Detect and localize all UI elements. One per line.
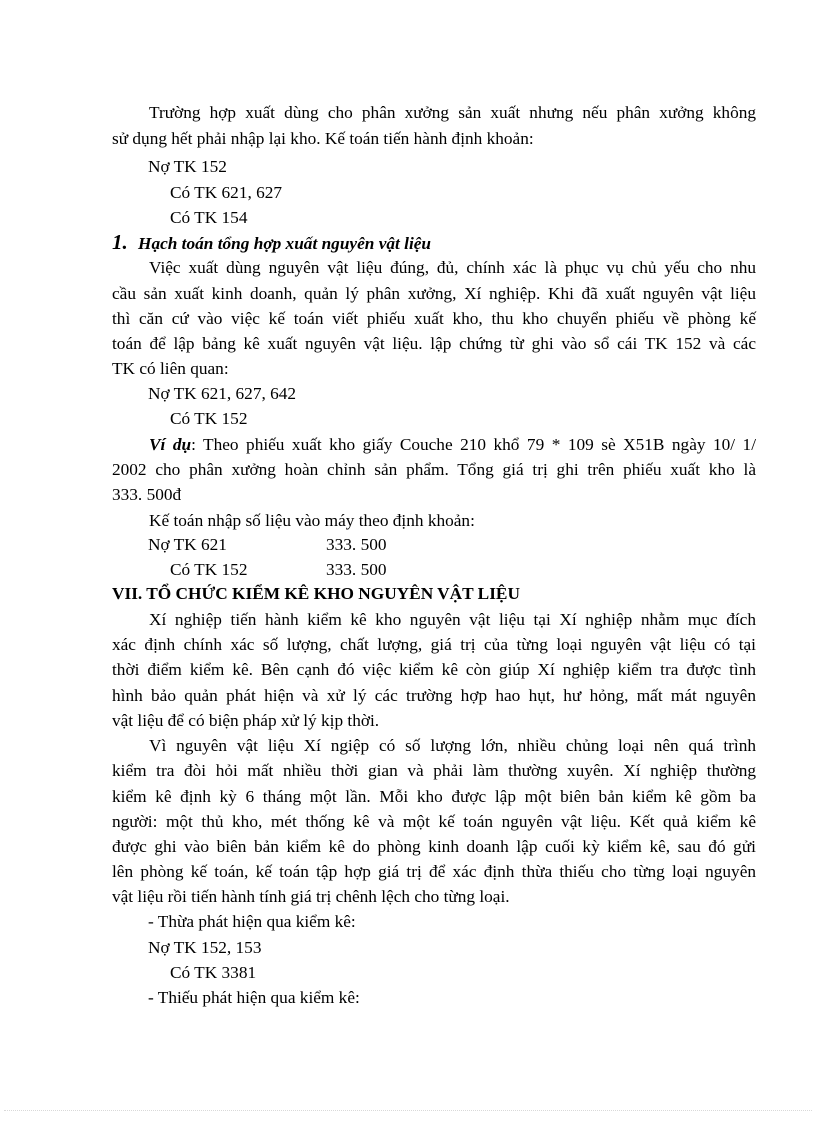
- entry1-credit-2: Có TK 154: [170, 208, 248, 227]
- inventory-line-3: thời điểm kiểm kê. Bên cạnh đó việc kiểm kê còn giúp Xí nghiệp kiểm tra được tình: [112, 660, 756, 679]
- example-line-3: 333. 500đ: [112, 485, 182, 504]
- entry1-credit-1: Có TK 621, 627: [170, 183, 283, 202]
- example-line-1: [149, 433, 756, 457]
- export-line-1: Việc xuất dùng nguyên vật liệu đúng, đủ, chính xác là phục vụ chủ yếu cho nhu: [149, 258, 756, 277]
- intro-line-1: Trường hợp xuất dùng cho phân xưởng sản xuất nhưng nếu phân xưởng không: [149, 103, 756, 122]
- surplus-label: - Thừa phát hiện qua kiểm kê:: [148, 912, 356, 931]
- surplus-debit: Nợ TK 152, 153: [148, 938, 262, 957]
- surplus-credit: Có TK 3381: [170, 963, 257, 982]
- section-number: 1.: [112, 230, 128, 254]
- shortage-label: - Thiếu phát hiện qua kiểm kê:: [148, 988, 360, 1007]
- section-title: Hạch toán tổng hợp xuất nguyên vật liệu: [138, 234, 432, 253]
- periodic-line-6: lên phòng kế toán, kế toán tập hợp giá trị để xác định thừa thiếu cho từng loại nguyên: [112, 862, 756, 881]
- entry3-debit-amount: 333. 500: [326, 535, 387, 554]
- inventory-line-1: Xí nghiệp tiến hành kiểm kê kho nguyên vật liệu tại Xí nghiệp nhằm mục đích: [149, 610, 756, 629]
- export-line-4: toán để lập bảng kê xuất nguyên vật liệu. lập chứng từ ghi vào sổ cái TK 152 và các: [112, 334, 756, 353]
- inventory-line-2: xác định chính xác số lượng, chất lượng, giá trị của từng loại nguyên vật liệu có tại: [112, 635, 756, 654]
- example-text: : Theo phiếu xuất kho giấy Couche 210 khổ 79 * 109 sè X51B ngày 10/ 1/: [191, 435, 757, 454]
- section-heading-1: [112, 230, 431, 256]
- intro-line-2: sử dụng hết phải nhập lại kho. Kế toán tiến hành định khoản:: [112, 129, 534, 148]
- periodic-line-4: người: một thủ kho, mét thống kê và một kế toán nguyên vật liệu. Kết quả kiểm kê: [112, 812, 756, 831]
- inventory-line-4: hình bảo quản phát hiện và xử lý các trường hợp hao hụt, hư hỏng, mất mát nguyên: [112, 686, 756, 705]
- entry3-credit-row: [170, 558, 470, 582]
- example-line-4: Kế toán nhập số liệu vào máy theo định khoản:: [149, 511, 475, 530]
- section-heading-vii: VII. TỔ CHỨC KIỂM KÊ KHO NGUYÊN VẬT LIỆU: [112, 584, 520, 603]
- periodic-line-3: kiểm kê định kỳ 6 tháng một lần. Mỗi kho được lập một biên bản kiểm kê gồm ba: [112, 787, 756, 806]
- entry3-debit: Nợ TK 621: [148, 535, 227, 554]
- entry3-credit: Có TK 152: [170, 560, 248, 579]
- entry3-credit-amount: 333. 500: [326, 560, 387, 579]
- entry2-credit: Có TK 152: [170, 409, 248, 428]
- page-bottom-divider: [4, 1110, 812, 1111]
- example-label: Ví dụ: [149, 435, 192, 454]
- example-line-2: 2002 cho phân xưởng hoàn chỉnh sản phẩm. Tổng giá trị ghi trên phiếu xuất kho là: [112, 460, 756, 479]
- export-line-2: cầu sản xuất kinh doanh, quản lý phân xưởng, Xí nghiệp. Khi đã xuất nguyên vật liệu: [112, 284, 756, 303]
- export-line-5: TK có liên quan:: [112, 359, 229, 378]
- periodic-line-5: được ghi vào biên bản kiểm kê do phòng kinh doanh lập cuối kỳ kiểm kê, sau đó gửi: [112, 837, 756, 856]
- periodic-line-2: kiểm tra đòi hỏi mất nhiều thời gian và phải làm thường xuyên. Xí nghiệp thường: [112, 761, 756, 780]
- entry2-debit: Nợ TK 621, 627, 642: [148, 384, 297, 403]
- inventory-line-5: vật liệu để có biện pháp xử lý kịp thời.: [112, 711, 380, 730]
- export-line-3: thì căn cứ vào việc kế toán viết phiếu xuất kho, thu kho chuyển phiếu về phòng kế: [112, 309, 756, 328]
- periodic-line-7: vật liệu rồi tiến hành tính giá trị chênh lệch cho từng loại.: [112, 887, 510, 906]
- periodic-line-1: Vì nguyên vật liệu Xí ngiệp có số lượng lớn, nhiều chủng loại nên quá trình: [149, 736, 756, 755]
- entry3-debit-row: [148, 533, 448, 557]
- entry1-debit: Nợ TK 152: [148, 157, 227, 176]
